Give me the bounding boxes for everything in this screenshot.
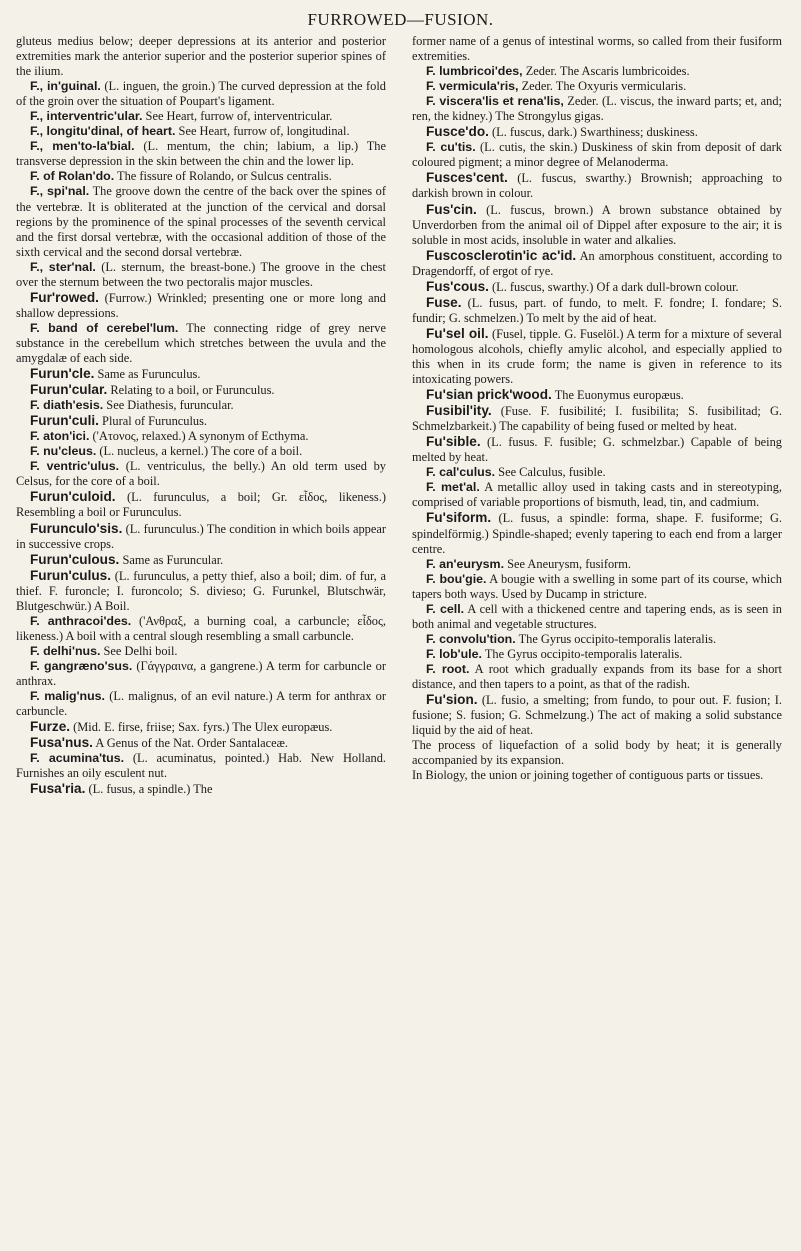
dictionary-entry (16, 444, 386, 459)
entry-headword: Fusa'ria. (30, 781, 86, 797)
entry-definition: The process of liquefaction of a solid body by heat; it is generally accompanied by its expansion. (412, 738, 782, 768)
entry-headword: Fusibil'ity. (426, 403, 492, 419)
entry-definition: A cell with a thickened centre and tapering ends, as is seen in both animal and vegetable structures. (412, 601, 782, 631)
dictionary-entry (16, 719, 386, 735)
entry-definition: (L. fuscus, swarthy.) Of a dark dull-brown colour. (492, 279, 739, 294)
dictionary-entry (412, 202, 782, 248)
dictionary-entry (16, 184, 386, 259)
entry-definition: (L. fusus, part. of fundo, to melt. F. fondre; I. fondare; S. fundir; G. schmelzen.) To melt by the aid of heat. (412, 295, 782, 325)
entry-definition: (Mid. E. firse, friise; Sax. fyrs.) The Ulex europæus. (73, 720, 333, 735)
dictionary-entry (16, 659, 386, 689)
entry-definition: former name of a genus of intestinal worms, so called from their fusiform extremities. (412, 34, 782, 64)
dictionary-entry (412, 557, 782, 572)
entry-headword: F. cell. (426, 601, 465, 616)
entry-definition: (Γάγγραινα, a gangrene.) A term for carbuncle or anthrax. (16, 658, 386, 688)
entry-definition: See Aneurysm, fusiform. (507, 556, 632, 571)
entry-definition: (L. fusus, a spindle.) The (88, 782, 213, 797)
entry-definition: (L. cutis, the skin.) Duskiness of skin from deposit of dark coloured pigment; a minor degree of Melanoderma. (412, 140, 783, 170)
entry-definition: An amorphous constituent, according to Dragendorff, of ergot of rye. (412, 248, 782, 278)
entry-headword: Furun'culoid. (30, 489, 116, 505)
dictionary-entry (412, 662, 782, 692)
dictionary-entry (16, 79, 386, 109)
entry-headword: Furze. (30, 719, 71, 735)
entry-headword: F. an'eurysm. (426, 556, 505, 571)
entry-headword: F. diath'esis. (30, 398, 104, 413)
entry-headword: F. convolu'tion. (426, 631, 516, 646)
entry-headword: F. lumbricoi'des, (426, 64, 523, 79)
entry-definition: (L. fuscus, swarthy.) Brownish; approaching to darkish brown in colour. (412, 171, 782, 201)
entry-definition: ('Ατονος, relaxed.) A synonym of Ecthyma. (92, 429, 309, 444)
entry-definition: (L. furunculus.) The condition in which boils appear in successive crops. (16, 521, 386, 551)
entry-definition: (L. fusus. F. fusible; G. schmelzbar.) Capable of being melted by heat. (412, 435, 782, 465)
entry-headword: Fus'cin. (426, 201, 477, 217)
entry-headword: F. lob'ule. (426, 646, 482, 661)
entry-definition: (L. nucleus, a kernel.) The core of a boil. (99, 444, 303, 459)
continuation-paragraph (412, 768, 782, 783)
entry-definition: A Genus of the Nat. Order Santalaceæ. (95, 736, 289, 751)
entry-headword: F. cu'tis. (426, 140, 476, 155)
entry-headword: Fu'sion. (426, 692, 478, 708)
entry-headword: F. band of cerebel'lum. (30, 320, 179, 335)
entry-headword: F. aton'ici. (30, 429, 90, 444)
entry-definition: (Fusel, tipple. G. Fuselöl.) A term for a mixture of several homologous alcohols, chiefly amylic alcohol, and especially applied to this when in its crude form; the name is given in reference to its intoxicating powers. (412, 326, 782, 387)
entry-headword: Fuscosclerotin'ic ac'id. (426, 247, 577, 263)
entry-definition: The fissure of Rolando, or Sulcus centralis. (117, 169, 332, 184)
entry-definition: Zeder. The Oxyuris vermicularis. (521, 79, 687, 94)
entry-headword: F. delhi'nus. (30, 643, 101, 658)
right-column (412, 34, 782, 783)
entry-headword: Fu'siform. (426, 510, 492, 526)
dictionary-entry (16, 552, 386, 568)
entry-definition: A bougie with a swelling in some part of its course, which tapers both ways. Used by Ducamp in stricture. (412, 571, 782, 601)
dictionary-entry (16, 169, 386, 184)
entry-definition: (L. malignus, of an evil nature.) A term for anthrax or carbuncle. (16, 689, 386, 719)
entry-definition: (L. acuminatus, pointed.) Hab. New Holland. Furnishes an oily esculent nut. (16, 751, 386, 781)
entry-definition: See Heart, furrow of, interventricular. (145, 109, 333, 124)
entry-definition: A metallic alloy used in taking casts and in stereotyping, comprised of variable proportions of bismuth, lead, tin, and cadmium. (412, 480, 783, 510)
dictionary-entry (16, 614, 386, 644)
dictionary-entry (412, 279, 782, 295)
entry-definition: (Fuse. F. fusibilité; I. fusibilita; S. fusibilitad; G. Schmelzbarkeit.) The capability of being fused or melted by heat. (412, 404, 782, 434)
entry-definition: Same as Furunculus. (97, 367, 201, 382)
entry-headword: Fusce'do. (426, 124, 489, 140)
entry-definition: Zeder. (L. viscus, the inward parts; et, and; ren, the kidney.) The Strongylus gigas. (412, 94, 782, 124)
entry-headword: F., ster'nal. (30, 259, 96, 274)
entry-definition: A root which gradually expands from its base for a short distance, and then tapers to a point, as that of the radish. (412, 661, 782, 691)
entry-headword: F. of Rolan'do. (30, 169, 115, 184)
entry-definition: (Furrow.) Wrinkled; presenting one or more long and shallow depressions. (16, 290, 386, 320)
dictionary-entry (16, 139, 386, 169)
dictionary-entry (412, 572, 782, 602)
entry-headword: Fur'rowed. (30, 289, 99, 305)
dictionary-entry (412, 64, 782, 79)
dictionary-entry (16, 398, 386, 413)
dictionary-entry (412, 480, 782, 510)
dictionary-entry (412, 79, 782, 94)
entry-headword: F. anthracoi'des. (30, 613, 132, 628)
entry-headword: F. nu'cleus. (30, 444, 97, 459)
continuation-paragraph (412, 738, 782, 768)
entry-headword: Fu'sel oil. (426, 325, 489, 341)
entry-definition: (L. sternum, the breast-bone.) The groove in the chest over the sternum between the two pectoralis major muscles. (16, 259, 386, 289)
entry-headword: Fu'sible. (426, 434, 481, 450)
dictionary-entry (412, 140, 782, 170)
entry-definition: Relating to a boil, or Furunculus. (110, 383, 275, 398)
dictionary-entry (16, 321, 386, 366)
dictionary-entry (16, 644, 386, 659)
dictionary-entry (412, 692, 782, 738)
dictionary-entry (16, 429, 386, 444)
dictionary-entry (16, 382, 386, 398)
entry-headword: Furun'cle. (30, 366, 95, 382)
entry-headword: F. acumina'tus. (30, 751, 125, 766)
dictionary-entry (16, 735, 386, 751)
dictionary-entry (16, 781, 386, 797)
entry-definition: (L. fusio, a smelting; from fundo, to pour out. F. fusion; I. fusione; S. fusion; G. Schmelzung.) The act of making a solid substance liquid by the aid of heat. (412, 693, 782, 738)
dictionary-entry (16, 290, 386, 321)
entry-definition: See Delhi boil. (103, 643, 178, 658)
entry-headword: Furun'cular. (30, 382, 108, 398)
entry-headword: F. cal'culus. (426, 465, 496, 480)
entry-headword: F. gangræno'sus. (30, 658, 133, 673)
entry-headword: Furun'culus. (30, 567, 112, 583)
entry-definition: (L. fusus, a spindle: forma, shape. F. fusiforme; G. spindelförmig.) Spindle-shaped; evenly tapering to each end from a larger centre. (412, 511, 782, 556)
entry-definition: (L. furunculus, a petty thief, also a boil; dim. of fur, a thief. F. furoncle; I. furoncolo; S. divieso; G. Furunkel, Blutschwär, Blutgeschwür.) A Boil. (16, 568, 386, 613)
entry-headword: F. met'al. (426, 480, 480, 495)
dictionary-entry (412, 647, 782, 662)
entry-definition: The groove down the centre of the back over the spines of the vertebræ. It is obliterated at the junction of the cervical and dorsal regions by the prominence of the spinal processes of the seventh cervical and the first dorsal vertebræ, with the occasional addition of those of the sixth cervical and the second dorsal vertebræ. (16, 184, 387, 259)
entry-definition: (L. inguen, the groin.) The curved depression at the fold of the groin over the situation of Poupart's ligament. (16, 79, 387, 109)
entry-headword: Furun'culi. (30, 413, 99, 429)
entry-headword: F. viscera'lis et rena'lis, (426, 94, 564, 109)
continuation-paragraph (16, 34, 386, 79)
entry-definition: (L. fuscus, brown.) A brown substance obtained by Unverdorben from the animal oil of Dippel after exposure to the air; it is soluble in most acids, insoluble in water and alkalies. (412, 202, 782, 247)
dictionary-entry (412, 170, 782, 201)
entry-headword: F. bou'gie. (426, 571, 487, 586)
dictionary-entry (16, 413, 386, 429)
entry-definition: Same as Furuncular. (122, 552, 224, 567)
entry-definition: See Diathesis, furuncular. (106, 398, 234, 413)
entry-headword: F. malig'nus. (30, 689, 106, 704)
dictionary-entry (412, 94, 782, 124)
entry-headword: Fus'cous. (426, 278, 489, 294)
dictionary-entry (16, 459, 386, 489)
dictionary-entry (16, 124, 386, 139)
dictionary-entry (16, 521, 386, 552)
entry-definition: ('Ανθραξ, a burning coal, a carbuncle; εἶδος, likeness.) A boil with a central slough resembling a small carbuncle. (16, 613, 386, 643)
entry-definition: See Heart, furrow of, longitudinal. (178, 124, 350, 139)
dictionary-entry (412, 434, 782, 465)
continuation-paragraph (412, 34, 782, 64)
entry-definition: The Euonymus europæus. (554, 388, 684, 403)
dictionary-entry (412, 387, 782, 403)
entry-definition: The Gyrus occipito-temporalis lateralis. (518, 631, 717, 646)
entry-headword: Furunculo'sis. (30, 520, 123, 536)
entry-definition: (L. ventriculus, the belly.) An old term used by Celsus, for the core of a boil. (16, 459, 386, 489)
dictionary-entry (16, 366, 386, 382)
dictionary-entry (412, 403, 782, 434)
entry-definition: Plural of Furunculus. (102, 414, 208, 429)
entry-headword: F., longitu'dinal, of heart. (30, 124, 176, 139)
dictionary-entry (412, 248, 782, 279)
entry-headword: F., men'to-la'bial. (30, 139, 135, 154)
entry-definition: See Calculus, fusible. (498, 465, 606, 480)
dictionary-entry (16, 689, 386, 719)
left-column (16, 34, 386, 797)
dictionary-entry (16, 568, 386, 614)
dictionary-entry (412, 602, 782, 632)
entry-headword: Furun'culous. (30, 551, 120, 567)
dictionary-entry (412, 510, 782, 556)
running-head: FURROWED—FUSION. (307, 10, 494, 29)
dictionary-entry (16, 109, 386, 124)
entry-headword: Fusces'cent. (426, 170, 508, 186)
entry-headword: F., interventric'ular. (30, 109, 143, 124)
entry-headword: Fusa'nus. (30, 735, 93, 751)
entry-headword: F. vermicula'ris, (426, 79, 519, 94)
dictionary-entry (16, 260, 386, 290)
entry-definition: Zeder. The Ascaris lumbricoides. (525, 64, 690, 79)
entry-definition: The connecting ridge of grey nerve substance in the cerebellum which stretches between the uvula and the amygdalæ of each side. (16, 320, 386, 365)
dictionary-entry (412, 326, 782, 387)
dictionary-entry (412, 295, 782, 326)
entry-definition: gluteus medius below; deeper depressions at its anterior and posterior extremities mark the anterior superior and the posterior superior spines of the ilium. (16, 34, 386, 79)
entry-definition: In Biology, the union or joining together of contiguous parts or tissues. (412, 768, 764, 783)
dictionary-entry (16, 751, 386, 781)
entry-definition: The Gyrus occipito-temporalis lateralis. (484, 646, 683, 661)
dictionary-entry (412, 124, 782, 140)
entry-headword: F. root. (426, 661, 470, 676)
entry-definition: (L. fuscus, dark.) Swarthiness; duskiness. (492, 125, 698, 140)
dictionary-entry (412, 632, 782, 647)
entry-headword: F., in'guinal. (30, 79, 101, 94)
entry-headword: Fuse. (426, 294, 462, 310)
dictionary-entry (412, 465, 782, 480)
entry-definition: (L. mentum, the chin; labium, a lip.) The transverse depression in the skin between the chin and the lower lip. (16, 139, 386, 169)
entry-definition: (L. furunculus, a boil; Gr. εἶδος, likeness.) Resembling a boil or Furunculus. (16, 490, 386, 520)
entry-headword: Fu'sian prick'wood. (426, 387, 552, 403)
dictionary-entry (16, 489, 386, 520)
entry-headword: F., spi'nal. (30, 184, 90, 199)
entry-headword: F. ventric'ulus. (30, 459, 120, 474)
